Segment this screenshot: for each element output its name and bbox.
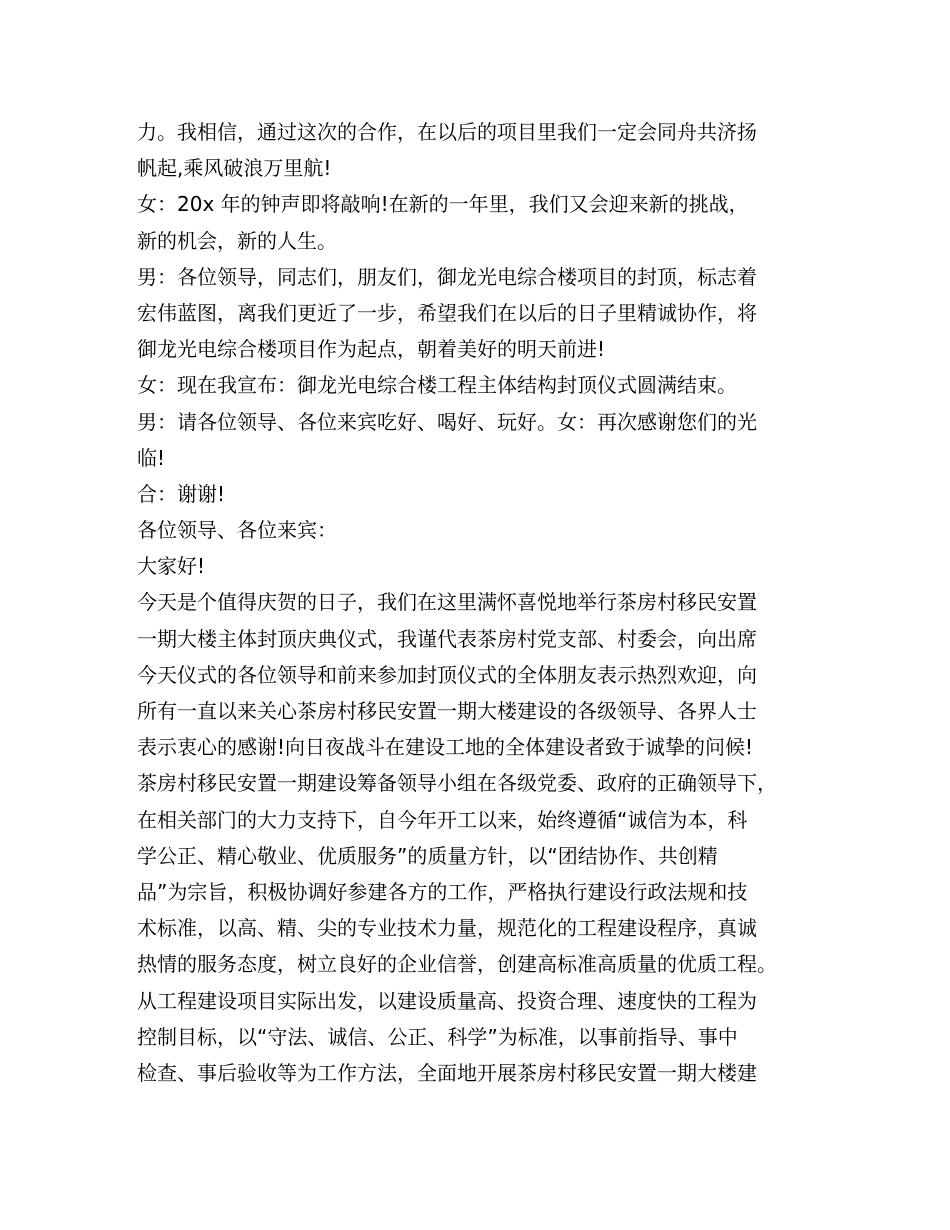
text-line: 力。我相信，通过这次的合作，在以后的项目里我们一定会同舟共济扬 <box>137 120 757 144</box>
text-line: 新的机会，新的人生。 <box>137 228 337 253</box>
text-line: 学公正、精心敬业、优质服务”的质量方针，以“团结协作、共创精 <box>137 843 718 868</box>
text-line: 控制目标，以“守法、诚信、公正、科学”为标准，以事前指导、事中 <box>137 1024 738 1049</box>
text-line: 今天仪式的各位领导和前来参加封顶仪式的全体朋友表示热烈欢迎，向 <box>137 662 757 687</box>
text-line: 女：20x 年的钟声即将敲响!在新的一年里，我们又会迎来新的挑战， <box>137 192 749 217</box>
document-body <box>137 114 827 1091</box>
text-line: 在相关部门的大力支持下，自今年开工以来，始终遵循“诚信为本，科 <box>137 807 748 832</box>
text-line: 所有一直以来关心茶房村移民安置一期大楼建设的各级领导、各界人士 <box>137 699 757 723</box>
text-line: 帆起,乘风破浪万里航! <box>137 156 332 181</box>
text-line: 检查、事后验收等为工作方法，全面地开展茶房村移民安置一期大楼建 <box>137 1060 757 1085</box>
text-line: 从工程建设项目实际出发，以建设质量高、投资合理、速度快的工程为 <box>137 988 757 1013</box>
text-line: 今天是个值得庆贺的日子，我们在这里满怀喜悦地举行茶房村移民安置 <box>137 590 757 615</box>
text-line: 女：现在我宣布：御龙光电综合楼工程主体结构封顶仪式圆满结束。 <box>137 373 737 398</box>
text-line: 男：各位领导，同志们，朋友们，御龙光电综合楼项目的封顶，标志着 <box>137 264 757 289</box>
text-line: 品”为宗旨，积极协调好参建各方的工作，严格执行建设行政法规和技 <box>137 879 748 904</box>
text-line: 热情的服务态度，树立良好的企业信誉，创建高标准高质量的优质工程。 <box>137 952 777 977</box>
text-line: 各位领导、各位来宾： <box>137 518 337 543</box>
text-line: 表示衷心的感谢!向日夜战斗在建设工地的全体建设者致于诚挚的问候! <box>137 735 754 760</box>
text-line: 御龙光电综合楼项目作为起点，朝着美好的明天前进! <box>137 337 606 362</box>
text-line: 合：谢谢! <box>137 481 226 506</box>
text-line: 茶房村移民安置一期建设筹备领导小组在各级党委、政府的正确领导下， <box>137 771 777 796</box>
text-line: 大家好! <box>137 554 206 579</box>
text-line: 宏伟蓝图，离我们更近了一步，希望我们在以后的日子里精诚协作，将 <box>137 300 757 325</box>
text-line: 术标准，以高、精、尖的专业技术力量，规范化的工程建设程序，真诚 <box>137 916 757 941</box>
text-line: 男：请各位领导、各位来宾吃好、喝好、玩好。女：再次感谢您们的光 <box>137 409 757 434</box>
text-line: 一期大楼主体封顶庆典仪式，我谨代表茶房村党支部、村委会，向出席 <box>137 626 757 651</box>
text-line: 临! <box>137 445 166 470</box>
